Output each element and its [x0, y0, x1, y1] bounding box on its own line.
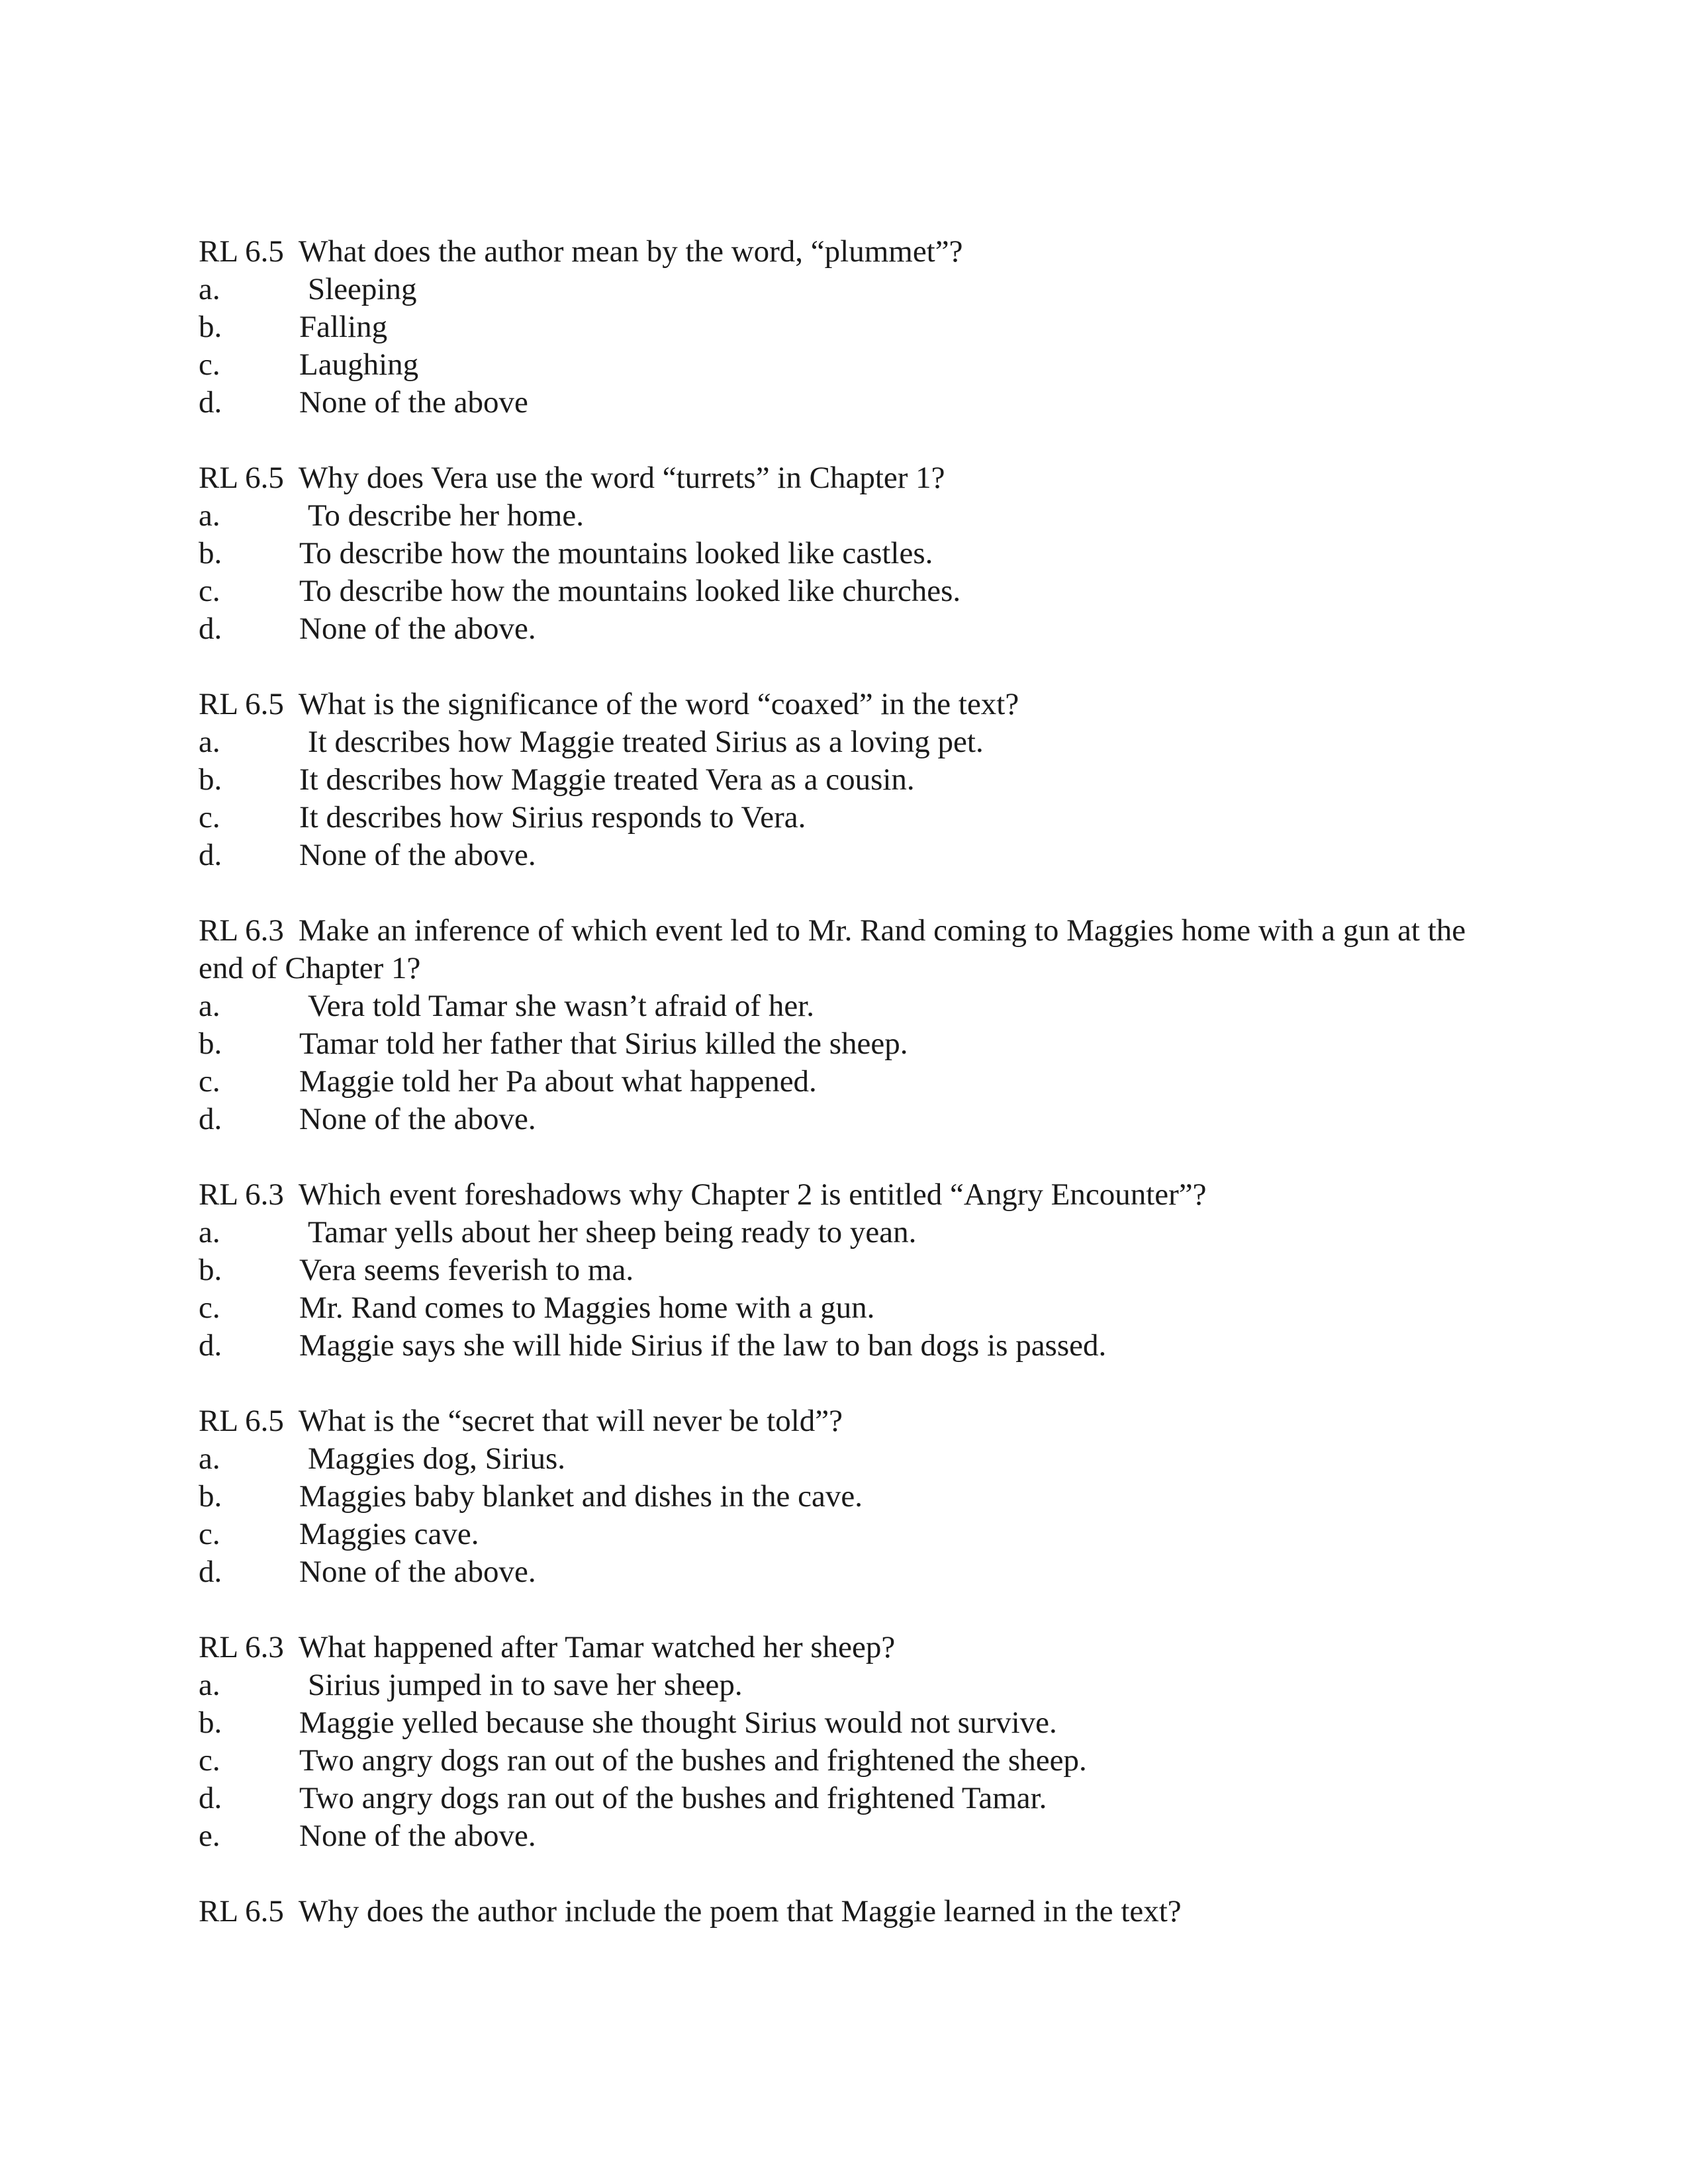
option-text: Mr. Rand comes to Maggies home with a gun.	[299, 1291, 875, 1325]
question-prompt: Why does Vera use the word “turrets” in Chapter 1?	[298, 461, 945, 495]
answer-option	[199, 1666, 1496, 1704]
option-letter: d.	[199, 1102, 222, 1136]
question-prompt: Make an inference of which event led to Mr. Rand coming to Maggies home with a gun at the end of Chapter 1?	[199, 913, 1466, 985]
option-text: Sirius jumped in to save her sheep.	[308, 1668, 743, 1702]
option-letter: c.	[199, 1517, 220, 1551]
option-text: Tamar told her father that Sirius killed the sheep.	[299, 1026, 908, 1061]
option-text: None of the above.	[299, 612, 536, 646]
option-letter: d.	[199, 1555, 222, 1589]
option-text: It describes how Maggie treated Vera as a cousin.	[299, 762, 915, 797]
option-letter: d.	[199, 612, 222, 646]
answer-option	[199, 572, 1496, 610]
question-text	[199, 1402, 1496, 1440]
option-letter: a.	[199, 272, 220, 306]
answer-option	[199, 346, 1496, 384]
option-text: Two angry dogs ran out of the bushes and frightened Tamar.	[299, 1781, 1047, 1815]
option-letter: b.	[199, 1253, 222, 1287]
answer-option	[199, 1742, 1496, 1780]
answer-option	[199, 723, 1496, 761]
option-text: To describe how the mountains looked like churches.	[299, 574, 961, 608]
answer-option	[199, 535, 1496, 572]
option-text: Vera told Tamar she wasn’t afraid of her.	[308, 989, 814, 1023]
answer-option	[199, 1780, 1496, 1817]
answer-option	[199, 799, 1496, 837]
answer-option	[199, 308, 1496, 346]
option-text: Maggie yelled because she thought Sirius would not survive.	[299, 1706, 1057, 1740]
question-prompt: Why does the author include the poem that Maggie learned in the text?	[298, 1894, 1182, 1929]
worksheet	[199, 233, 1496, 1968]
option-letter: d.	[199, 838, 222, 872]
standard-code: RL 6.3	[199, 913, 284, 948]
question-text	[199, 1176, 1496, 1214]
option-letter: e.	[199, 1819, 220, 1853]
answer-option	[199, 837, 1496, 874]
answer-option	[199, 1289, 1496, 1327]
option-text: Vera seems feverish to ma.	[299, 1253, 634, 1287]
option-text: None of the above.	[299, 1819, 536, 1853]
option-letter: c.	[199, 347, 220, 382]
answer-option	[199, 1704, 1496, 1742]
standard-code: RL 6.5	[199, 461, 284, 495]
option-text: None of the above.	[299, 838, 536, 872]
standard-code: RL 6.3	[199, 1177, 284, 1212]
answer-option	[199, 610, 1496, 648]
answer-option	[199, 761, 1496, 799]
option-letter: b.	[199, 536, 222, 570]
option-letter: c.	[199, 800, 220, 835]
option-letter: c.	[199, 1743, 220, 1778]
option-letter: b.	[199, 1026, 222, 1061]
option-text: None of the above.	[299, 1555, 536, 1589]
standard-code: RL 6.5	[199, 234, 284, 269]
question-block	[199, 233, 1496, 422]
answer-option	[199, 1063, 1496, 1101]
option-text: It describes how Sirius responds to Vera.	[299, 800, 806, 835]
option-letter: b.	[199, 310, 222, 344]
answer-option	[199, 987, 1496, 1025]
question-block	[199, 912, 1496, 1138]
answer-option	[199, 1516, 1496, 1553]
question-prompt: What is the significance of the word “coaxed” in the text?	[298, 687, 1019, 721]
option-letter: c.	[199, 1291, 220, 1325]
standard-code: RL 6.5	[199, 1894, 284, 1929]
option-letter: a.	[199, 989, 220, 1023]
question-prompt: What happened after Tamar watched her sheep?	[298, 1630, 896, 1664]
question-block	[199, 686, 1496, 874]
option-letter: a.	[199, 725, 220, 759]
option-letter: a.	[199, 1215, 220, 1250]
option-text: None of the above.	[299, 1102, 536, 1136]
option-text: Two angry dogs ran out of the bushes and frightened the sheep.	[299, 1743, 1087, 1778]
answer-option	[199, 1478, 1496, 1516]
option-letter: c.	[199, 574, 220, 608]
question-prompt: Which event foreshadows why Chapter 2 is entitled “Angry Encounter”?	[298, 1177, 1207, 1212]
option-text: It describes how Maggie treated Sirius as a loving pet.	[308, 725, 984, 759]
answer-option	[199, 1440, 1496, 1478]
option-text: Laughing	[299, 347, 419, 382]
question-block	[199, 1629, 1496, 1855]
option-letter: a.	[199, 1668, 220, 1702]
question-text	[199, 233, 1496, 271]
standard-code: RL 6.5	[199, 687, 284, 721]
option-text: None of the above	[299, 385, 528, 420]
option-text: Maggie says she will hide Sirius if the law to ban dogs is passed.	[299, 1328, 1107, 1363]
answer-option	[199, 1101, 1496, 1138]
option-text: Tamar yells about her sheep being ready to yean.	[308, 1215, 917, 1250]
option-text: To describe her home.	[308, 498, 584, 533]
question-text	[199, 459, 1496, 497]
option-letter: b.	[199, 1479, 222, 1514]
question-block	[199, 1402, 1496, 1591]
answer-option	[199, 1817, 1496, 1855]
option-text: Sleeping	[308, 272, 417, 306]
answer-option	[199, 384, 1496, 422]
question-text	[199, 912, 1496, 987]
question-block	[199, 1893, 1496, 1931]
option-letter: a.	[199, 498, 220, 533]
question-block	[199, 459, 1496, 648]
answer-option	[199, 1553, 1496, 1591]
answer-option	[199, 1327, 1496, 1365]
question-text	[199, 1893, 1496, 1931]
question-prompt: What does the author mean by the word, “plummet”?	[298, 234, 963, 269]
option-letter: b.	[199, 762, 222, 797]
answer-option	[199, 1025, 1496, 1063]
question-text	[199, 686, 1496, 723]
question-text	[199, 1629, 1496, 1666]
option-letter: d.	[199, 385, 222, 420]
option-text: To describe how the mountains looked like castles.	[299, 536, 933, 570]
answer-option	[199, 1214, 1496, 1251]
option-text: Maggies cave.	[299, 1517, 479, 1551]
question-block	[199, 1176, 1496, 1365]
answer-option	[199, 271, 1496, 308]
option-text: Maggies baby blanket and dishes in the cave.	[299, 1479, 863, 1514]
standard-code: RL 6.5	[199, 1404, 284, 1438]
option-letter: d.	[199, 1328, 222, 1363]
question-prompt: What is the “secret that will never be told”?	[298, 1404, 843, 1438]
option-letter: d.	[199, 1781, 222, 1815]
option-letter: a.	[199, 1441, 220, 1476]
option-letter: b.	[199, 1706, 222, 1740]
standard-code: RL 6.3	[199, 1630, 284, 1664]
option-text: Falling	[299, 310, 388, 344]
option-text: Maggie told her Pa about what happened.	[299, 1064, 817, 1099]
option-letter: c.	[199, 1064, 220, 1099]
answer-option	[199, 1251, 1496, 1289]
option-text: Maggies dog, Sirius.	[308, 1441, 566, 1476]
answer-option	[199, 497, 1496, 535]
